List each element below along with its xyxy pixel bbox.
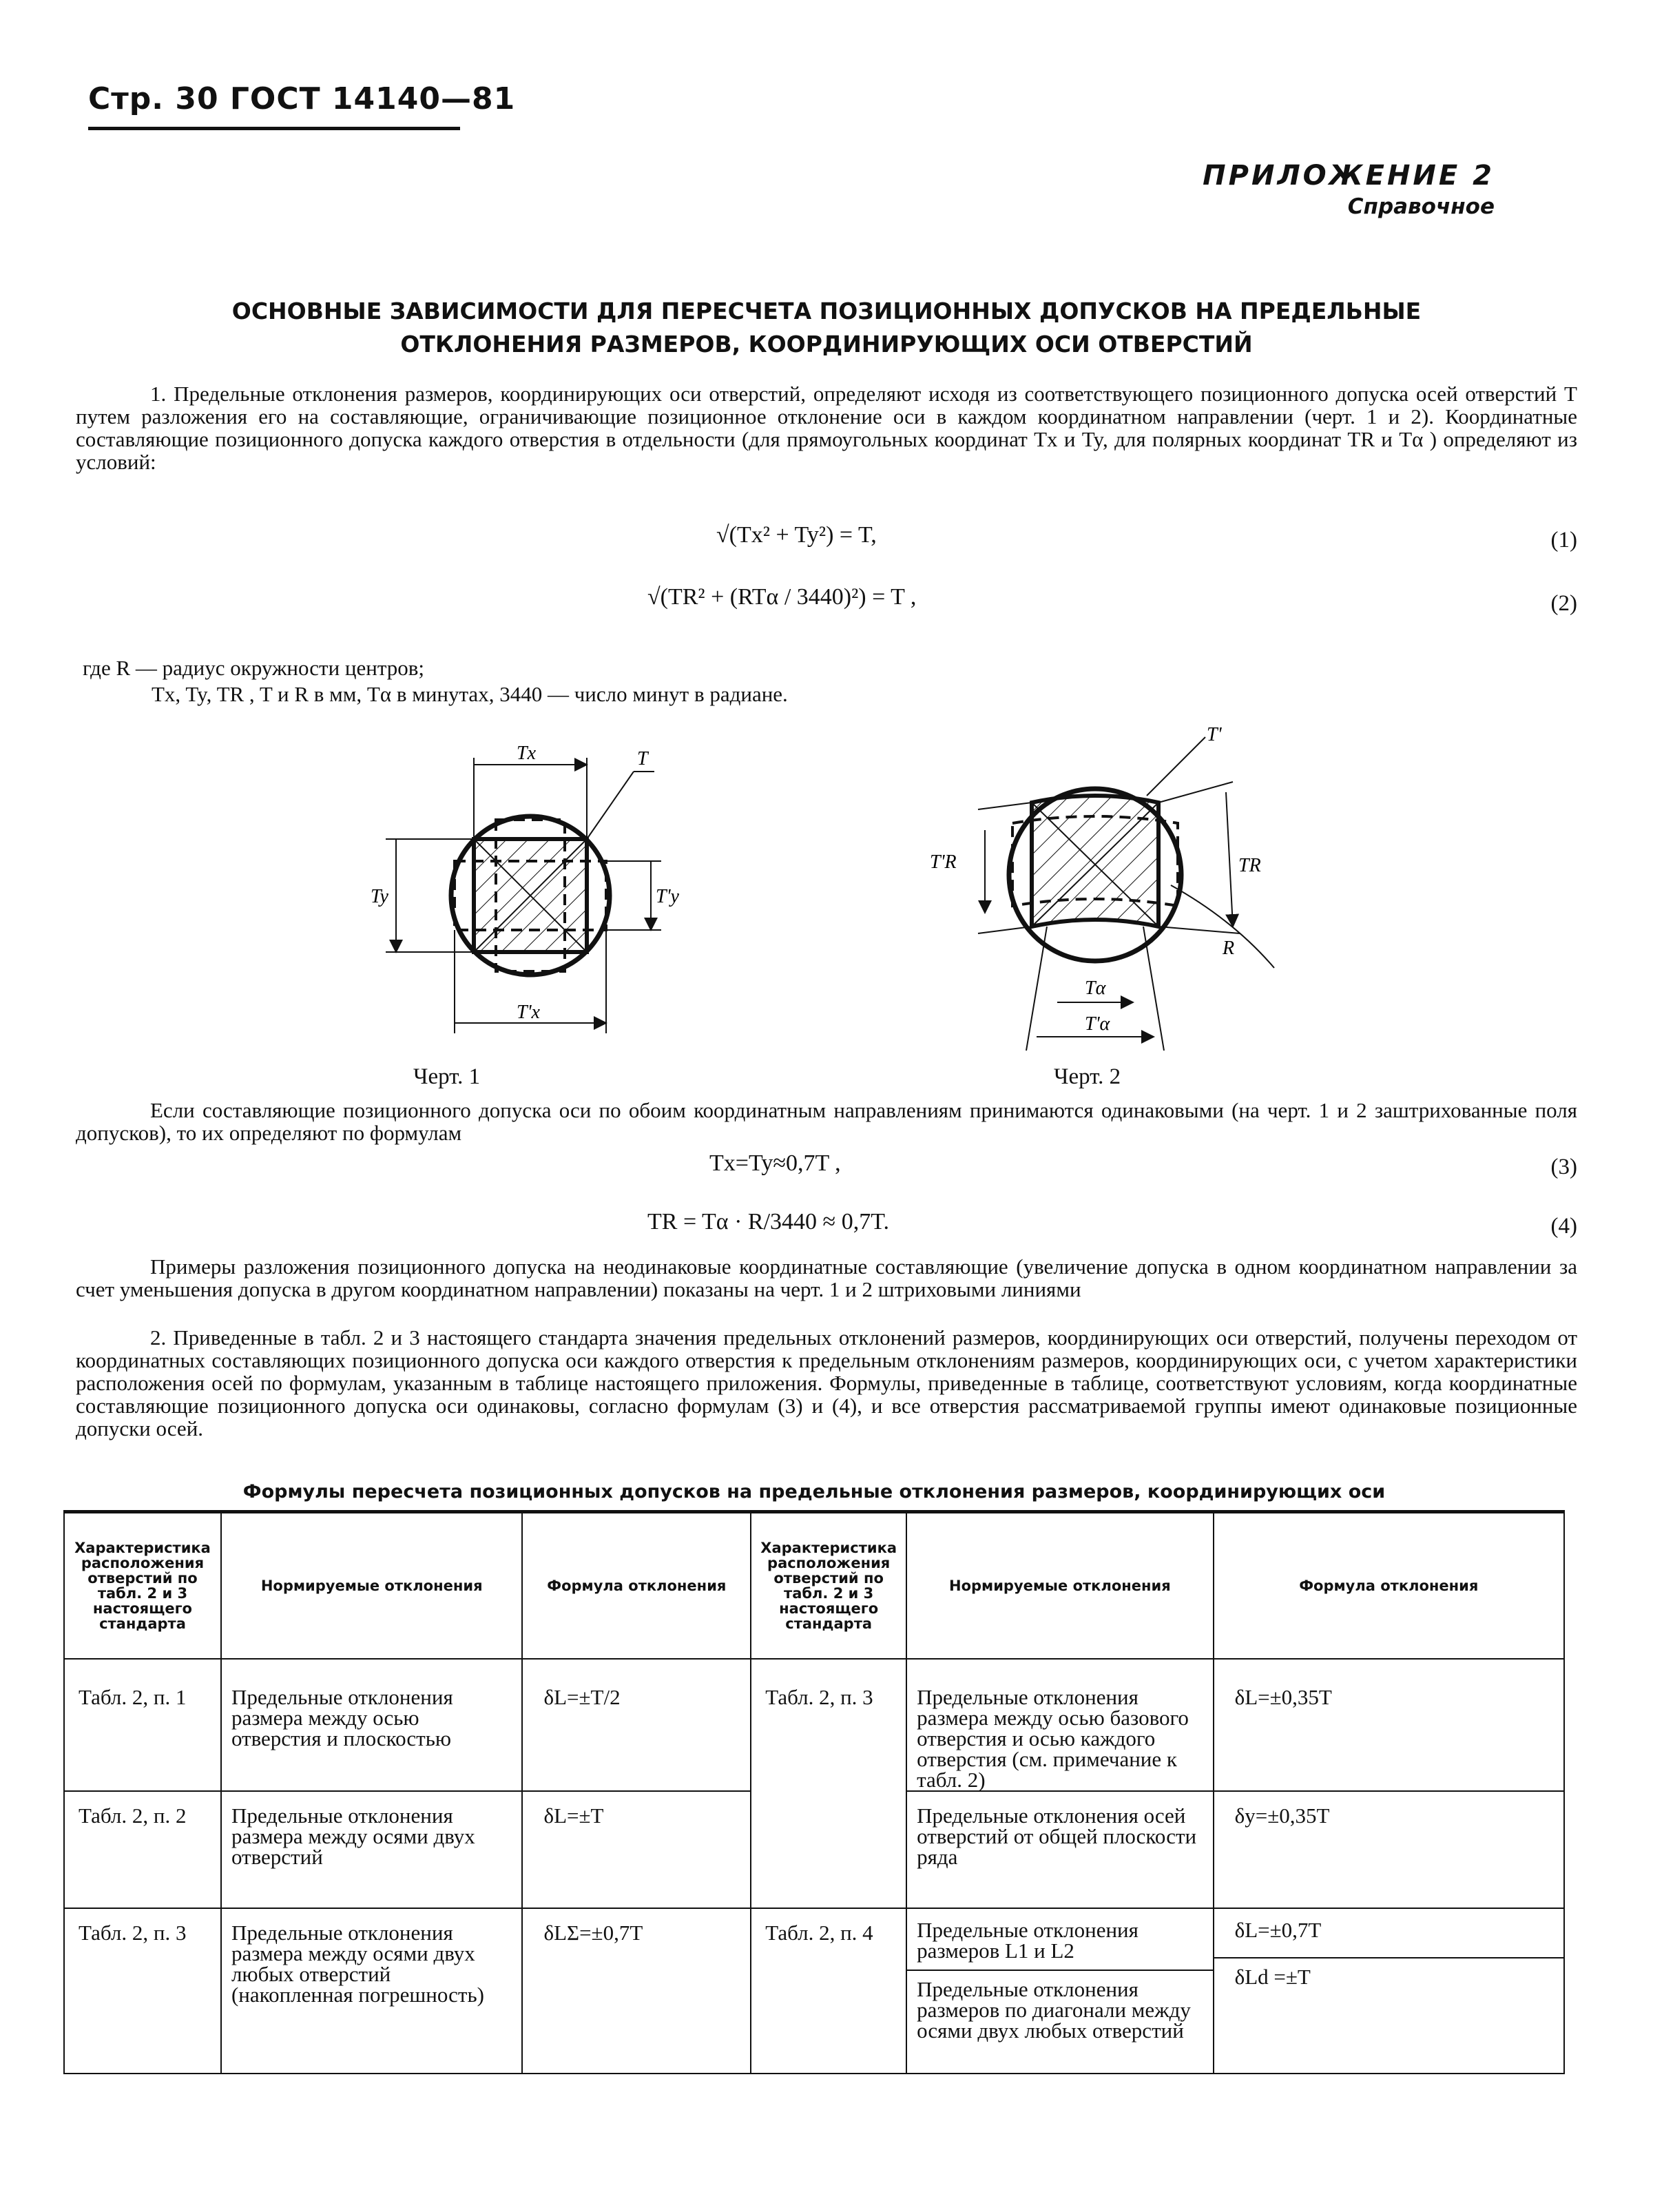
- fig2-label-talpha: Tα: [1085, 978, 1106, 999]
- appendix-label: [1203, 160, 1495, 219]
- fig2-hatched-sector: [1032, 796, 1158, 927]
- page-header: Стр. 30 ГОСТ 14140—81: [88, 81, 516, 116]
- appendix-subtitle: Справочное: [1347, 194, 1495, 219]
- paragraph-1: 1. Предельные отклонения размеров, координирующих оси отверстий, определяют исходя из соответствующего позиционного допуска осей отверстий Т путем разложения его на составляющие, ограничивающие позиционное отклонение оси в каждом координатном направлении (черт. 1 и 2). Координатные составляющие позиционного допуска каждого отверстия в отдельности (для прямоугольных координат Tx и Ty, для полярных координат TR и Tα ) определяют из условий:: [76, 382, 1577, 474]
- left-ref-2: Табл. 2, п. 2: [64, 1791, 221, 1908]
- figure-2-drawing: [909, 720, 1295, 1064]
- right-desc-2: Предельные отклонения осей отверстий от общей плоскости ряда: [906, 1791, 1213, 1908]
- table-row: [64, 1908, 1564, 2074]
- fig1-label-tx-prime: T'x: [517, 1002, 540, 1023]
- fig2-label-tr: TR: [1238, 855, 1261, 876]
- right-desc-4: Предельные отклонения размеров по диагонали между осями двух любых отверстий: [917, 1977, 1191, 2043]
- equation-1-number: (1): [1550, 528, 1577, 552]
- equation-3: Tx=Ty≈0,7T ,: [709, 1150, 841, 1176]
- col-header-5: Нормируемые отклонения: [906, 1512, 1213, 1660]
- equation-3-number: (3): [1550, 1155, 1577, 1179]
- fig2-label-tr-prime: T'R: [930, 851, 957, 873]
- title-line-2: ОТКЛОНЕНИЯ РАЗМЕРОВ, КООРДИНИРУЮЩИХ ОСИ ОТВЕРСТИЙ: [400, 331, 1253, 358]
- figure-2-caption: Черт. 2: [1054, 1064, 1121, 1089]
- left-desc-3: Предельные отклонения размера между осями двух любых отверстий (накопленная погрешность): [221, 1908, 523, 2074]
- fig1-label-tx: Tx: [517, 743, 536, 764]
- right-formula-3: δL=±0,7T: [1214, 1909, 1563, 1958]
- figure-1-caption: Черт. 1: [413, 1064, 481, 1089]
- left-formula-1: δL=±T/2: [522, 1659, 751, 1791]
- col-header-6: Формула отклонения: [1214, 1512, 1564, 1660]
- header-underline: [88, 127, 460, 130]
- right-ref-2: Табл. 2, п. 4: [751, 1908, 906, 2074]
- equation-2-number: (2): [1550, 591, 1577, 616]
- right-desc-3: Предельные отклонения размеров L1 и L2: [907, 1909, 1212, 1971]
- paragraph-2: Если составляющие позиционного допуска оси по обоим координатным направлениям принимаются одинаковыми (на черт. 1 и 2 заштрихованные поля допусков), то их определяют по формулам: [76, 1098, 1577, 1145]
- right-formula-2: δy=±0,35T: [1214, 1791, 1564, 1908]
- col-header-2: Нормируемые отклонения: [221, 1512, 523, 1660]
- fig2-label-t-prime: T': [1207, 724, 1222, 745]
- equation-4-number: (4): [1550, 1214, 1577, 1239]
- conversion-table: [63, 1510, 1565, 2074]
- appendix-title: ПРИЛОЖЕНИЕ 2: [1203, 160, 1495, 192]
- fig1-label-ty-prime: T'y: [656, 886, 679, 907]
- equation-1: √(Tx² + Ty²) = T,: [716, 522, 877, 548]
- fig2-label-r: R: [1223, 938, 1235, 959]
- col-header-1: Характеристика расположения отверстий по табл. 2 и 3 настоящего стандарта: [64, 1512, 221, 1660]
- fig1-label-ty: Ty: [371, 886, 388, 907]
- fig2-label-talpha-prime: T'α: [1085, 1013, 1110, 1035]
- where-line-1: где R — радиус окружности центров;: [83, 656, 425, 680]
- col-header-4: Характеристика расположения отверстий по табл. 2 и 3 настоящего стандарта: [751, 1512, 906, 1660]
- right-formula-4: δLd =±T: [1234, 1965, 1311, 1989]
- left-desc-1: Предельные отклонения размера между осью отверстия и плоскостью: [221, 1659, 523, 1791]
- right-desc-1: Предельные отклонения размера между осью базового отверстия и осью каждого отверстия (см. примечание к табл. 2): [906, 1659, 1213, 1791]
- left-formula-3: δLΣ=±0,7T: [522, 1908, 751, 2074]
- left-formula-2: δL=±T: [522, 1791, 751, 1908]
- equation-4: TR = Tα · R/3440 ≈ 0,7T.: [647, 1209, 889, 1234]
- left-desc-2: Предельные отклонения размера между осями двух отверстий: [221, 1791, 523, 1908]
- figure-1-drawing: [358, 730, 703, 1061]
- paragraph-3: Примеры разложения позиционного допуска на неодинаковые координатные составляющие (увеличение допуска в одном координатном направлении за счет уменьшения допуска в другом координатном направлении) показаны на черт. 1 и 2 штриховыми линиями: [76, 1254, 1577, 1301]
- equation-2: √(TR² + (RTα / 3440)²) = T ,: [647, 584, 917, 610]
- left-ref-3: Табл. 2, п. 3: [64, 1908, 221, 2074]
- title-line-1: ОСНОВНЫЕ ЗАВИСИМОСТИ ДЛЯ ПЕРЕСЧЕТА ПОЗИЦИОННЫХ ДОПУСКОВ НА ПРЕДЕЛЬНЫЕ: [231, 298, 1422, 324]
- left-ref-1: Табл. 2, п. 1: [64, 1659, 221, 1791]
- document-title: [138, 295, 1515, 361]
- table-caption: Формулы пересчета позиционных допусков на предельные отклонения размеров, координирующих оси: [242, 1481, 1386, 1502]
- fig1-label-t: T: [637, 748, 648, 769]
- where-line-2: Tx, Ty, TR , T и R в мм, Tα в минутах, 3440 — число минут в радиане.: [152, 682, 788, 706]
- col-header-3: Формула отклонения: [522, 1512, 751, 1660]
- paragraph-4: 2. Приведенные в табл. 2 и 3 настоящего стандарта значения предельных отклонений размеров, координирующих оси отверстий, получены переходом от координатных составляющих позиционного допуска оси каждого отверстия к предельным отклонениям размеров, координирующих оси, с учетом характеристики расположения осей по формулам, указанным в таблице настоящего приложения. Формулы, приведенные в таблице, соответствуют условиям, когда координатные составляющие позиционного допуска оси одинаковы, согласно формулам (3) и (4), и все отверстия рассматриваемой группы имеют одинаковые позиционные допуски осей.: [76, 1325, 1577, 1440]
- right-formula-1: δL=±0,35T: [1214, 1659, 1564, 1791]
- right-ref-1: Табл. 2, п. 3: [751, 1659, 906, 1908]
- table-row: [64, 1659, 1564, 1791]
